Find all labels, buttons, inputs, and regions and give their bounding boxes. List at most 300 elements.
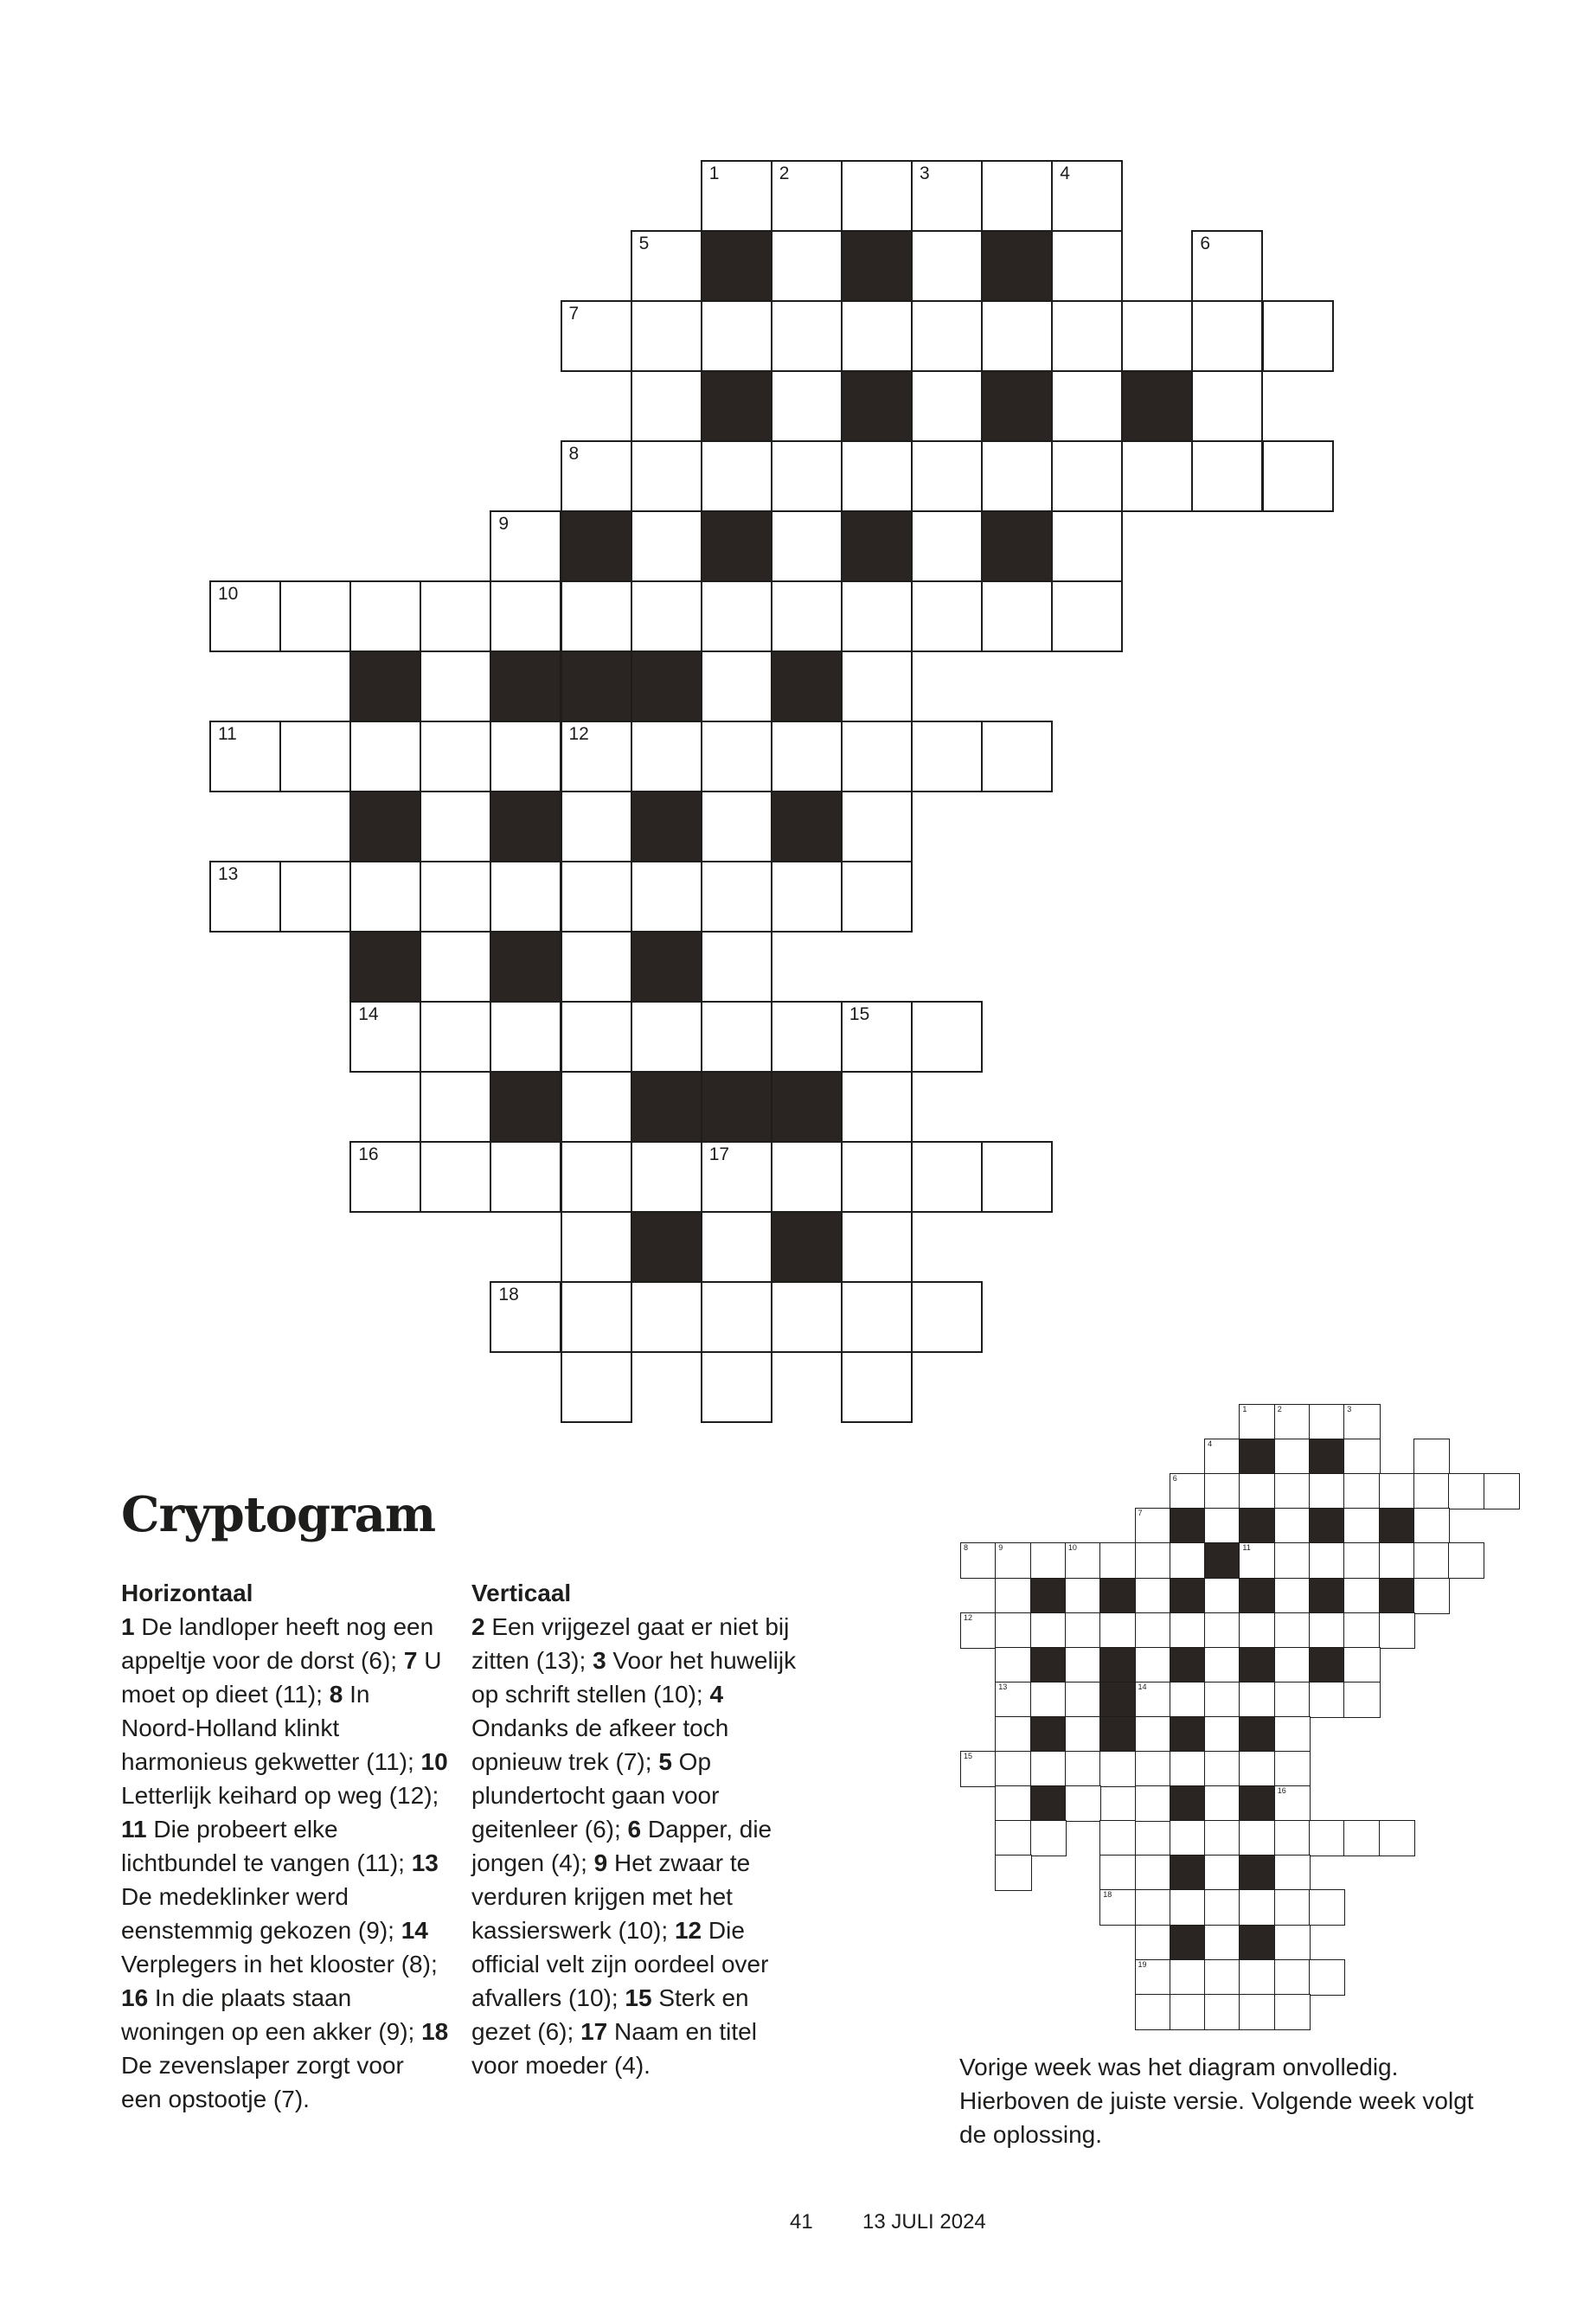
grid-cell[interactable] bbox=[1170, 1751, 1206, 1787]
grid-cell[interactable] bbox=[981, 721, 1053, 792]
grid-cell[interactable] bbox=[1170, 1612, 1206, 1649]
grid-cell[interactable] bbox=[1274, 1855, 1311, 1891]
grid-cell[interactable] bbox=[995, 1820, 1031, 1856]
black-cell bbox=[490, 931, 561, 1003]
grid-cell[interactable] bbox=[771, 440, 843, 512]
grid-cell[interactable] bbox=[841, 1281, 913, 1353]
grid-cell[interactable] bbox=[841, 861, 913, 933]
grid-cell[interactable] bbox=[1170, 1542, 1206, 1579]
grid-cell[interactable] bbox=[1239, 1473, 1275, 1509]
grid-cell[interactable] bbox=[561, 931, 632, 1003]
grid-cell[interactable] bbox=[631, 1281, 702, 1353]
grid-cell[interactable] bbox=[1170, 1994, 1206, 2030]
grid-cell[interactable] bbox=[1065, 1751, 1101, 1787]
grid-cell[interactable] bbox=[561, 861, 632, 933]
grid-cell[interactable] bbox=[1309, 1473, 1345, 1509]
grid-cell[interactable] bbox=[631, 370, 702, 442]
grid-cell[interactable] bbox=[1413, 1542, 1450, 1579]
grid-cell[interactable] bbox=[1051, 160, 1123, 232]
grid-cell[interactable] bbox=[1099, 1542, 1136, 1579]
grid-cell[interactable] bbox=[631, 861, 702, 933]
grid-cell[interactable] bbox=[1274, 1542, 1311, 1579]
black-cell bbox=[1170, 1855, 1206, 1891]
grid-cell[interactable] bbox=[1379, 1612, 1415, 1649]
black-cell bbox=[1170, 1647, 1206, 1683]
grid-cell[interactable] bbox=[1343, 1439, 1380, 1475]
grid-cell[interactable] bbox=[1274, 1751, 1311, 1787]
grid-cell[interactable] bbox=[981, 440, 1053, 512]
grid-cell[interactable] bbox=[561, 1141, 632, 1213]
grid-cell[interactable] bbox=[981, 1141, 1053, 1213]
grid-cell[interactable] bbox=[1204, 1647, 1240, 1683]
grid-cell[interactable] bbox=[1239, 1751, 1275, 1787]
grid-cell[interactable] bbox=[841, 791, 913, 862]
grid-cell[interactable] bbox=[631, 1141, 702, 1213]
grid-cell[interactable] bbox=[771, 721, 843, 792]
grid-cell[interactable] bbox=[631, 1001, 702, 1073]
grid-cell[interactable] bbox=[911, 230, 983, 302]
grid-cell[interactable] bbox=[960, 1751, 997, 1787]
grid-cell[interactable] bbox=[1343, 1542, 1380, 1579]
clue-text: Voor het huwelijk op schrift stellen (10); bbox=[471, 1647, 797, 1708]
grid-cell[interactable] bbox=[631, 580, 702, 652]
black-cell bbox=[1204, 1542, 1240, 1579]
grid-cell[interactable] bbox=[1343, 1820, 1380, 1856]
grid-cell[interactable] bbox=[701, 580, 772, 652]
grid-cell[interactable] bbox=[701, 1351, 772, 1423]
grid-cell[interactable] bbox=[1262, 440, 1334, 512]
grid-cell[interactable] bbox=[490, 580, 561, 652]
grid-cell[interactable] bbox=[701, 861, 772, 933]
grid-cell[interactable] bbox=[701, 1001, 772, 1073]
grid-cell[interactable] bbox=[420, 861, 491, 933]
black-cell bbox=[981, 510, 1053, 582]
grid-cell[interactable] bbox=[1204, 1508, 1240, 1544]
grid-cell[interactable] bbox=[1135, 1578, 1171, 1614]
grid-cell[interactable] bbox=[1135, 1785, 1171, 1822]
grid-cell[interactable] bbox=[960, 1542, 997, 1579]
grid-cell[interactable] bbox=[701, 300, 772, 372]
grid-cell[interactable] bbox=[701, 651, 772, 722]
grid-cell[interactable] bbox=[1051, 370, 1123, 442]
grid-cell[interactable] bbox=[490, 861, 561, 933]
grid-cell[interactable] bbox=[981, 580, 1053, 652]
grid-cell[interactable] bbox=[1065, 1612, 1101, 1649]
grid-cell[interactable] bbox=[561, 580, 632, 652]
grid-cell[interactable] bbox=[841, 160, 913, 232]
grid-cell[interactable] bbox=[1204, 1994, 1240, 2030]
grid-cell[interactable] bbox=[1135, 1855, 1171, 1891]
clue-text: De zevenslaper zorgt voor een opstootje (7). bbox=[121, 2052, 404, 2112]
grid-cell[interactable] bbox=[420, 1141, 491, 1213]
grid-cell[interactable] bbox=[701, 1211, 772, 1283]
grid-cell[interactable] bbox=[1204, 1612, 1240, 1649]
grid-cell[interactable] bbox=[1135, 1751, 1171, 1787]
grid-cell[interactable] bbox=[995, 1751, 1031, 1787]
grid-cell[interactable] bbox=[1204, 1820, 1240, 1856]
grid-cell[interactable] bbox=[209, 861, 281, 933]
grid-cell[interactable] bbox=[1309, 1959, 1345, 1996]
grid-cell[interactable] bbox=[911, 370, 983, 442]
grid-cell[interactable] bbox=[1239, 1889, 1275, 1926]
grid-cell[interactable] bbox=[1239, 1994, 1275, 2030]
grid-cell[interactable] bbox=[1204, 1716, 1240, 1753]
grid-cell[interactable] bbox=[1448, 1473, 1484, 1509]
grid-cell[interactable] bbox=[995, 1682, 1031, 1718]
grid-cell[interactable] bbox=[1274, 1994, 1311, 2030]
black-cell bbox=[1239, 1785, 1275, 1822]
grid-cell[interactable] bbox=[561, 1211, 632, 1283]
grid-cell[interactable] bbox=[1065, 1785, 1101, 1822]
grid-cell[interactable] bbox=[771, 230, 843, 302]
grid-cell[interactable] bbox=[841, 1141, 913, 1213]
grid-cell[interactable] bbox=[701, 440, 772, 512]
grid-cell[interactable] bbox=[561, 1001, 632, 1073]
clue-number: 9 bbox=[998, 1543, 1003, 1553]
grid-cell[interactable] bbox=[420, 931, 491, 1003]
grid-cell[interactable] bbox=[1135, 1925, 1171, 1961]
grid-cell[interactable] bbox=[701, 931, 772, 1003]
grid-cell[interactable] bbox=[701, 1141, 772, 1213]
grid-cell[interactable] bbox=[490, 1141, 561, 1213]
grid-cell[interactable] bbox=[1274, 1404, 1311, 1440]
grid-cell[interactable] bbox=[841, 1071, 913, 1143]
grid-cell[interactable] bbox=[561, 721, 632, 792]
grid-cell[interactable] bbox=[981, 300, 1053, 372]
grid-cell[interactable] bbox=[1170, 1682, 1206, 1718]
grid-cell[interactable] bbox=[1065, 1542, 1101, 1579]
grid-cell[interactable] bbox=[1099, 1820, 1136, 1856]
grid-cell[interactable] bbox=[1274, 1473, 1311, 1509]
grid-cell[interactable] bbox=[1135, 1994, 1171, 2030]
grid-cell[interactable] bbox=[1343, 1473, 1380, 1509]
grid-cell[interactable] bbox=[1274, 1439, 1311, 1475]
grid-cell[interactable] bbox=[1099, 1751, 1136, 1787]
grid-cell[interactable] bbox=[1204, 1855, 1240, 1891]
grid-cell[interactable] bbox=[1274, 1578, 1311, 1614]
grid-cell[interactable] bbox=[1204, 1889, 1240, 1926]
black-cell bbox=[561, 651, 632, 722]
black-cell bbox=[1170, 1578, 1206, 1614]
grid-cell[interactable] bbox=[1065, 1682, 1101, 1718]
grid-cell[interactable] bbox=[1051, 230, 1123, 302]
grid-cell[interactable] bbox=[349, 1141, 421, 1213]
grid-cell[interactable] bbox=[1030, 1820, 1067, 1856]
grid-cell[interactable] bbox=[1274, 1647, 1311, 1683]
grid-cell[interactable] bbox=[1170, 1820, 1206, 1856]
grid-cell[interactable] bbox=[209, 580, 281, 652]
grid-cell[interactable] bbox=[995, 1578, 1031, 1614]
grid-cell[interactable] bbox=[1030, 1682, 1067, 1718]
grid-cell[interactable] bbox=[1343, 1647, 1380, 1683]
grid-cell[interactable] bbox=[841, 651, 913, 722]
grid-cell[interactable] bbox=[561, 300, 632, 372]
grid-cell[interactable] bbox=[1191, 230, 1263, 302]
grid-cell[interactable] bbox=[1204, 1682, 1240, 1718]
grid-cell[interactable] bbox=[911, 440, 983, 512]
grid-cell[interactable] bbox=[349, 580, 421, 652]
grid-cell[interactable] bbox=[631, 510, 702, 582]
black-cell bbox=[1379, 1578, 1415, 1614]
grid-cell[interactable] bbox=[1135, 1716, 1171, 1753]
grid-cell[interactable] bbox=[701, 721, 772, 792]
grid-cell[interactable] bbox=[911, 510, 983, 582]
grid-cell[interactable] bbox=[1343, 1508, 1380, 1544]
grid-cell[interactable] bbox=[841, 300, 913, 372]
grid-cell[interactable] bbox=[701, 1281, 772, 1353]
grid-cell[interactable] bbox=[1274, 1508, 1311, 1544]
grid-cell[interactable] bbox=[1413, 1439, 1450, 1475]
clue-number: 11 bbox=[218, 724, 237, 744]
grid-cell[interactable] bbox=[911, 1001, 983, 1073]
black-cell bbox=[771, 651, 843, 722]
grid-cell[interactable] bbox=[841, 1211, 913, 1283]
grid-cell[interactable] bbox=[1051, 510, 1123, 582]
grid-cell[interactable] bbox=[1121, 440, 1193, 512]
grid-cell[interactable] bbox=[995, 1785, 1031, 1822]
horizontal-heading: Horizontaal bbox=[121, 1580, 253, 1606]
grid-cell[interactable] bbox=[960, 1612, 997, 1649]
grid-cell[interactable] bbox=[631, 230, 702, 302]
grid-cell[interactable] bbox=[631, 440, 702, 512]
grid-cell[interactable] bbox=[561, 1351, 632, 1423]
grid-cell[interactable] bbox=[701, 160, 772, 232]
black-cell bbox=[631, 1071, 702, 1143]
grid-cell[interactable] bbox=[1239, 1820, 1275, 1856]
grid-cell[interactable] bbox=[1379, 1820, 1415, 1856]
grid-cell[interactable] bbox=[1030, 1542, 1067, 1579]
grid-cell[interactable] bbox=[1065, 1578, 1101, 1614]
vertical-clue-list bbox=[471, 1610, 800, 2082]
grid-cell[interactable] bbox=[490, 510, 561, 582]
grid-cell[interactable] bbox=[1135, 1542, 1171, 1579]
grid-cell[interactable] bbox=[420, 580, 491, 652]
grid-cell[interactable] bbox=[1239, 1404, 1275, 1440]
grid-cell[interactable] bbox=[1309, 1820, 1345, 1856]
grid-cell[interactable] bbox=[420, 651, 491, 722]
grid-cell[interactable] bbox=[1099, 1855, 1136, 1891]
grid-cell[interactable] bbox=[1030, 1612, 1067, 1649]
clue-number: 15 bbox=[625, 1984, 652, 2011]
grid-cell[interactable] bbox=[420, 1071, 491, 1143]
grid-cell[interactable] bbox=[771, 160, 843, 232]
grid-cell[interactable] bbox=[1309, 1612, 1345, 1649]
clue-text: Ondanks de afkeer toch opnieuw trek (7); bbox=[471, 1715, 729, 1775]
grid-cell[interactable] bbox=[1274, 1716, 1311, 1753]
black-cell bbox=[1121, 370, 1193, 442]
grid-cell[interactable] bbox=[561, 791, 632, 862]
grid-cell[interactable] bbox=[279, 580, 351, 652]
vertical-heading: Verticaal bbox=[471, 1580, 572, 1606]
grid-cell[interactable] bbox=[911, 1281, 983, 1353]
grid-cell[interactable] bbox=[1204, 1785, 1240, 1822]
clue-number: 7 bbox=[403, 1647, 418, 1674]
grid-cell[interactable] bbox=[841, 1351, 913, 1423]
grid-cell[interactable] bbox=[995, 1542, 1031, 1579]
grid-cell[interactable] bbox=[1065, 1716, 1101, 1753]
grid-cell[interactable] bbox=[995, 1612, 1031, 1649]
black-cell bbox=[1309, 1508, 1345, 1544]
black-cell bbox=[1170, 1716, 1206, 1753]
clue-text: De medeklinker werd eenstemmig gekozen (9); bbox=[121, 1883, 401, 1944]
grid-cell[interactable] bbox=[1413, 1473, 1450, 1509]
grid-cell[interactable] bbox=[1204, 1473, 1240, 1509]
grid-cell[interactable] bbox=[1309, 1682, 1345, 1718]
grid-cell[interactable] bbox=[911, 721, 983, 792]
grid-cell[interactable] bbox=[1204, 1751, 1240, 1787]
grid-cell[interactable] bbox=[1274, 1612, 1311, 1649]
grid-cell[interactable] bbox=[841, 440, 913, 512]
grid-cell[interactable] bbox=[771, 370, 843, 442]
grid-cell[interactable] bbox=[841, 580, 913, 652]
clue-number: 8 bbox=[329, 1681, 343, 1708]
grid-cell[interactable] bbox=[771, 1281, 843, 1353]
grid-cell[interactable] bbox=[490, 721, 561, 792]
black-cell bbox=[631, 651, 702, 722]
grid-cell[interactable] bbox=[1484, 1473, 1520, 1509]
clue-number: 16 bbox=[1277, 1786, 1286, 1796]
grid-cell[interactable] bbox=[561, 1071, 632, 1143]
grid-cell[interactable] bbox=[561, 440, 632, 512]
grid-cell[interactable] bbox=[1191, 370, 1263, 442]
grid-cell[interactable] bbox=[631, 300, 702, 372]
grid-cell[interactable] bbox=[771, 580, 843, 652]
grid-cell[interactable] bbox=[1343, 1404, 1380, 1440]
clue-number: 12 bbox=[964, 1612, 973, 1622]
grid-cell[interactable] bbox=[490, 1001, 561, 1073]
grid-cell[interactable] bbox=[1274, 1959, 1311, 1996]
grid-cell[interactable] bbox=[1191, 300, 1263, 372]
grid-cell[interactable] bbox=[1170, 1889, 1206, 1926]
horizontal-clues bbox=[121, 1576, 450, 2116]
grid-cell[interactable] bbox=[420, 721, 491, 792]
grid-cell[interactable] bbox=[1051, 300, 1123, 372]
grid-cell[interactable] bbox=[1099, 1889, 1136, 1926]
grid-cell[interactable] bbox=[911, 580, 983, 652]
grid-cell[interactable] bbox=[841, 1001, 913, 1073]
clue-number: 7 bbox=[1138, 1509, 1143, 1518]
grid-cell[interactable] bbox=[1121, 300, 1193, 372]
grid-cell[interactable] bbox=[1030, 1751, 1067, 1787]
clue-text: In die plaats staan woningen op een akker (9); bbox=[121, 1984, 422, 2045]
clue-number: 12 bbox=[674, 1917, 702, 1944]
grid-cell[interactable] bbox=[841, 721, 913, 792]
clue-number: 1 bbox=[121, 1613, 135, 1640]
grid-cell[interactable] bbox=[1065, 1647, 1101, 1683]
grid-cell[interactable] bbox=[1274, 1889, 1311, 1926]
grid-cell[interactable] bbox=[771, 510, 843, 582]
grid-cell[interactable] bbox=[1448, 1542, 1484, 1579]
grid-cell[interactable] bbox=[1413, 1578, 1450, 1614]
grid-cell[interactable] bbox=[1309, 1889, 1345, 1926]
grid-cell[interactable] bbox=[995, 1716, 1031, 1753]
grid-cell[interactable] bbox=[1170, 1959, 1206, 1996]
correction-note: Vorige week was het diagram onvolledig. Hierboven de juiste versie. Volgende week volgt de oplossing. bbox=[959, 2054, 1474, 2148]
grid-cell[interactable] bbox=[771, 861, 843, 933]
grid-cell[interactable] bbox=[1204, 1959, 1240, 1996]
grid-cell[interactable] bbox=[1135, 1682, 1171, 1718]
grid-cell[interactable] bbox=[279, 861, 351, 933]
grid-cell[interactable] bbox=[1191, 440, 1263, 512]
grid-cell[interactable] bbox=[1379, 1473, 1415, 1509]
clue-number: 17 bbox=[708, 1144, 730, 1164]
grid-cell[interactable] bbox=[1135, 1889, 1171, 1926]
grid-cell[interactable] bbox=[420, 791, 491, 862]
grid-cell[interactable] bbox=[631, 721, 702, 792]
grid-cell[interactable] bbox=[1343, 1682, 1380, 1718]
clue-number: 16 bbox=[121, 1984, 149, 2011]
black-cell bbox=[1099, 1716, 1136, 1753]
grid-cell[interactable] bbox=[911, 160, 983, 232]
grid-cell[interactable] bbox=[995, 1647, 1031, 1683]
clue-number: 11 bbox=[121, 1816, 147, 1843]
grid-cell[interactable] bbox=[1309, 1404, 1345, 1440]
grid-cell[interactable] bbox=[1274, 1785, 1311, 1822]
grid-cell[interactable] bbox=[1239, 1682, 1275, 1718]
grid-cell[interactable] bbox=[1170, 1473, 1206, 1509]
grid-cell[interactable] bbox=[349, 861, 421, 933]
grid-cell[interactable] bbox=[1239, 1542, 1275, 1579]
black-cell bbox=[1309, 1647, 1345, 1683]
grid-cell[interactable] bbox=[1135, 1508, 1171, 1544]
grid-cell[interactable] bbox=[1135, 1612, 1171, 1649]
grid-cell[interactable] bbox=[771, 300, 843, 372]
grid-cell[interactable] bbox=[1274, 1925, 1311, 1961]
grid-cell[interactable] bbox=[1204, 1925, 1240, 1961]
clue-text: Sterk en gezet (6); bbox=[471, 1984, 749, 2045]
grid-cell[interactable] bbox=[1343, 1578, 1380, 1614]
clue-number: 13 bbox=[998, 1682, 1008, 1691]
black-cell bbox=[771, 791, 843, 862]
clue-number: 4 bbox=[709, 1681, 724, 1708]
grid-cell[interactable] bbox=[981, 160, 1053, 232]
grid-cell[interactable] bbox=[771, 1141, 843, 1213]
black-cell bbox=[841, 510, 913, 582]
grid-cell[interactable] bbox=[701, 791, 772, 862]
grid-cell[interactable] bbox=[420, 1001, 491, 1073]
grid-cell[interactable] bbox=[349, 721, 421, 792]
grid-cell[interactable] bbox=[1135, 1959, 1171, 1996]
grid-cell[interactable] bbox=[1051, 580, 1123, 652]
grid-cell[interactable] bbox=[1239, 1959, 1275, 1996]
grid-cell[interactable] bbox=[1204, 1578, 1240, 1614]
grid-cell[interactable] bbox=[911, 1141, 983, 1213]
grid-cell[interactable] bbox=[911, 300, 983, 372]
grid-cell[interactable] bbox=[561, 1281, 632, 1353]
grid-cell[interactable] bbox=[1274, 1682, 1311, 1718]
grid-cell[interactable] bbox=[1239, 1612, 1275, 1649]
grid-cell[interactable] bbox=[490, 1281, 561, 1353]
grid-cell[interactable] bbox=[995, 1855, 1031, 1891]
grid-cell[interactable] bbox=[1135, 1647, 1171, 1683]
clue-number: 1 bbox=[708, 163, 720, 183]
grid-cell[interactable] bbox=[279, 721, 351, 792]
grid-cell[interactable] bbox=[771, 1001, 843, 1073]
grid-cell[interactable] bbox=[1274, 1820, 1311, 1856]
grid-cell[interactable] bbox=[1204, 1439, 1240, 1475]
grid-cell[interactable] bbox=[1309, 1542, 1345, 1579]
grid-cell[interactable] bbox=[1051, 440, 1123, 512]
clue-text: Dapper, die jongen (4); bbox=[471, 1816, 772, 1876]
grid-cell[interactable] bbox=[1413, 1508, 1450, 1544]
grid-cell[interactable] bbox=[1343, 1612, 1380, 1649]
grid-cell[interactable] bbox=[1379, 1542, 1415, 1579]
grid-cell[interactable] bbox=[1099, 1612, 1136, 1649]
clue-number: 2 bbox=[779, 163, 790, 183]
grid-cell[interactable] bbox=[1262, 300, 1334, 372]
grid-cell[interactable] bbox=[349, 1001, 421, 1073]
grid-cell[interactable] bbox=[209, 721, 281, 792]
